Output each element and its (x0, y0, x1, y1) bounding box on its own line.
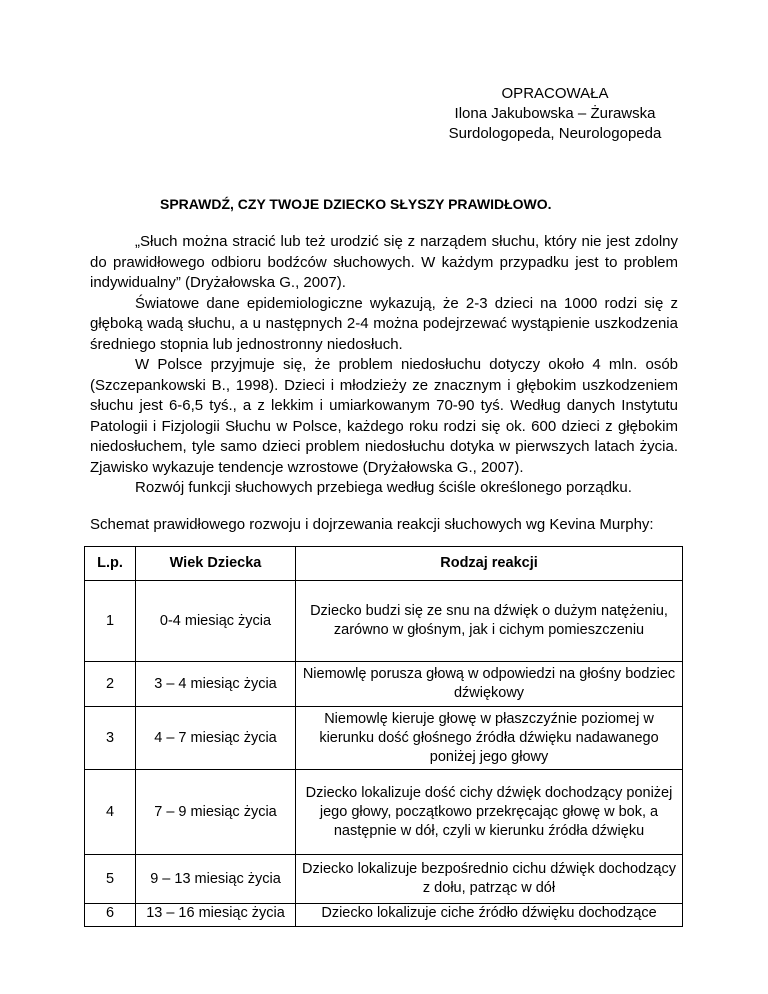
header-age: Wiek Dziecka (136, 547, 296, 581)
row-age: 4 – 7 miesiąc życia (136, 707, 296, 770)
row-lp: 5 (85, 855, 136, 904)
table-row (85, 707, 683, 770)
paragraph-4: Rozwój funkcji słuchowych przebiega według ściśle określonego porządku. (135, 479, 632, 496)
table-row (85, 662, 683, 707)
row-reaction: Dziecko lokalizuje ciche źródło dźwięku dochodzące (296, 904, 683, 927)
table-row (85, 770, 683, 855)
row-age: 0-4 miesiąc życia (136, 581, 296, 662)
paragraph-3: W Polsce przyjmuje się, że problem niedosłuchu dotyczy około 4 mln. osób (Szczepankowski B., 1998). Dzieci i młodzieży ze znacznym i głębokim uszkodzeniem słuchu jest 6-6,5 tyś., a z lekkim i umiarkowanym 70-90 tyś. Według danych Instytutu Patologii i Fizjologii Słuchu w Polsce, każdego roku rodzi się ok. 600 dzieci z głębokim niedosłuchem, tyle samo dzieci problem niedosłuchu dotyka w pierwszych latach życia. Zjawisko wykazuje tendencje wzrostowe (Dryżałowska G., 2007). (90, 356, 678, 476)
row-age: 7 – 9 miesiąc życia (136, 770, 296, 855)
row-lp: 6 (85, 904, 136, 927)
row-age: 13 – 16 miesiąc życia (136, 904, 296, 927)
document-title: SPRAWDŹ, CZY TWOJE DZIECKO SŁYSZY PRAWIDŁOWO. (160, 196, 552, 212)
hearing-reactions-table (84, 546, 683, 927)
row-reaction: Niemowlę porusza głową w odpowiedzi na głośny bodziec dźwiękowy (296, 662, 683, 707)
row-lp: 3 (85, 707, 136, 770)
row-age: 3 – 4 miesiąc życia (136, 662, 296, 707)
paragraph-1: „Słuch można stracić lub też urodzić się z narządem słuchu, który nie jest zdolny do prawidłowego odbioru bodźców słuchowych. W każdym przypadku jest to problem indywidualny” (Dryżałowska G., 2007). (90, 233, 678, 291)
author-name: Ilona Jakubowska – Żurawska (454, 105, 656, 122)
row-reaction: Dziecko lokalizuje bezpośrednio cichu dźwięk dochodzący z dołu, patrząc w dół (296, 855, 683, 904)
schema-heading: Schemat prawidłowego rozwoju i dojrzewania reakcji słuchowych wg Kevina Murphy: (90, 516, 654, 533)
author-heading: OPRACOWAŁA (501, 85, 609, 102)
header-reaction: Rodzaj reakcji (296, 547, 683, 581)
row-age: 9 – 13 miesiąc życia (136, 855, 296, 904)
row-reaction: Dziecko budzi się ze snu na dźwięk o dużym natężeniu, zarówno w głośnym, jak i cichym pomieszczeniu (296, 581, 683, 662)
table-header-row (85, 547, 683, 581)
table-row (85, 581, 683, 662)
table-row (85, 855, 683, 904)
paragraph-2: Światowe dane epidemiologiczne wykazują, że 2-3 dzieci na 1000 rodzi się z głęboką wadą słuchu, a u następnych 2-4 można podejrzewać wystąpienie uszkodzenia średniego stopnia lub jednostronny niedosłuch. (90, 294, 678, 353)
author-title: Surdologopeda, Neurologopeda (448, 125, 662, 142)
row-lp: 1 (85, 581, 136, 662)
row-reaction: Niemowlę kieruje głowę w płaszczyźnie poziomej w kierunku dość głośnego źródła dźwięku nadawanego poniżej jego głowy (296, 707, 683, 770)
body-text (90, 232, 678, 499)
header-lp: L.p. (85, 547, 136, 581)
row-lp: 4 (85, 770, 136, 855)
row-lp: 2 (85, 662, 136, 707)
row-reaction: Dziecko lokalizuje dość cichy dźwięk dochodzący poniżej jego głowy, początkowo przekręcając głowę w bok, a następnie w dół, czyli w kierunku źródła dźwięku (296, 770, 683, 855)
table-row (85, 904, 683, 927)
author-block (440, 84, 670, 144)
